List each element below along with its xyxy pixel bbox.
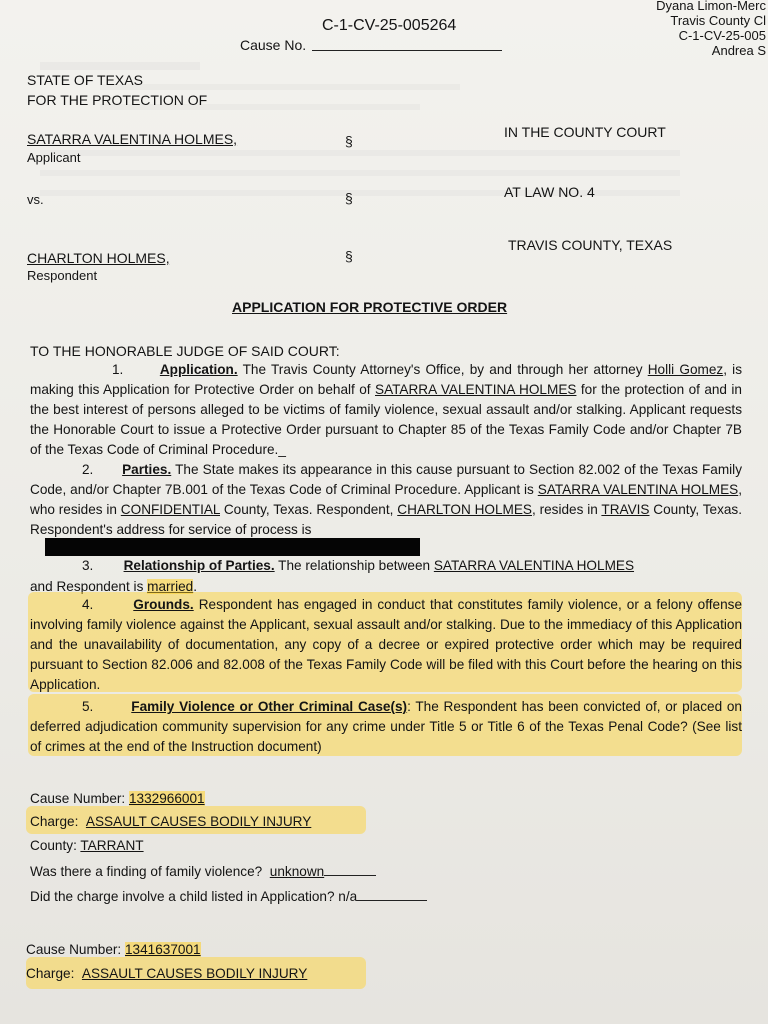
stamp-line-3: C-1-CV-25-005 [678,28,766,43]
caption-applicant-name: SATARRA VALENTINA HOLMES, [27,131,238,147]
caption-respondent-name: CHARLTON HOLMES, [27,250,170,266]
section-3-text-a: The relationship between [274,558,434,573]
court-line-2: AT LAW NO. 4 [504,184,595,200]
section-2-applicant-county: CONFIDENTIAL [120,502,220,517]
caption-applicant-role: Applicant [27,150,81,165]
case-1-charge [30,812,311,832]
section-5-text: : The Respondent has been convicted of, or placed on deferred adjudication community supervision for any crime under Title 5 or Title 6 of the Texas Penal Code? (See list of crimes at the end of the Instruction document) [30,699,742,754]
section-5-number: 5. [82,699,94,714]
section-1-heading: Application. [159,362,238,377]
case-2-charge [26,964,307,984]
case-2-charge-value: ASSAULT CAUSES BODILY INJURY [81,966,308,981]
cause-number-rule [312,50,502,51]
section-2-text-c: County, Texas. Respondent, [220,502,398,517]
section-1-text-a: The Travis County Attorney's Office, by and through her attorney [237,362,648,377]
case-2-charge-label: Charge: [26,966,79,981]
section-1-text-c: for the protection of and in the best interest of persons alleged to be victims of family violence, sexual assault and/or stalking. Applicant requests the Honorable Court to issue a Protective Order pursuant to Chapter 85 of the Texas Family Code and/or Chapter 7B of the Texas Code of Criminal Procedure._ [30,382,742,457]
section-3-applicant: SATARRA VALENTINA HOLMES [433,558,635,573]
caption-respondent-role: Respondent [27,268,98,283]
section-2-parties [30,460,742,540]
case-1-finding-question: Was there a finding of family violence? [30,864,266,879]
court-line-1: IN THE COUNTY COURT [504,124,666,140]
section-4-heading: Grounds. [133,597,194,612]
section-mark-1: § [345,133,353,149]
section-2-respondent: CHARLTON HOLMES [397,502,532,517]
case-1-county-value: TARRANT [80,838,144,853]
section-2-heading: Parties. [122,462,172,477]
stamp-line-4: Andrea S [711,43,766,58]
redacted-address [45,538,420,556]
section-2-applicant: SATARRA VALENTINA HOLMES [537,482,739,497]
case-1-county [30,836,144,856]
case-2-cause-label: Cause Number: [26,942,125,957]
case-2-cause-value: 1341637001 [124,942,201,957]
case-1-child-question: Did the charge involve a child listed in Application? n/a [30,889,358,904]
caption-protection: FOR THE PROTECTION OF [27,92,208,108]
case-1-finding-answer: unknown [269,864,325,879]
salutation: TO THE HONORABLE JUDGE OF SAID COURT: [30,343,340,359]
caption-state: STATE OF TEXAS [27,72,143,88]
case-1-charge-label: Charge: [30,814,83,829]
caption-vs: vs. [27,192,44,207]
section-1-application [30,360,742,460]
section-2-number: 2. [82,462,94,477]
stamp-line-2: Travis County Cl [670,13,766,28]
section-mark-3: § [345,248,353,264]
section-4-number: 4. [82,597,94,612]
section-3-relationship-value: married [147,579,194,594]
section-2-text-a: The State makes its appearance in this cause pursuant to Section 82.002 of the Texas Family Code, and/or Chapter 7B.001 of the Texas Code of Criminal Procedure. Applicant is [30,462,743,497]
case-1-charge-value: ASSAULT CAUSES BODILY INJURY [85,814,312,829]
section-2-text-d: , resides in [532,502,602,517]
case-1-finding-rule [324,875,376,876]
section-2-text-e: County, Texas. Respondent's address for service of process is [30,502,743,537]
court-line-3: TRAVIS COUNTY, TEXAS [508,237,673,253]
section-3-text-b: and Respondent is [30,579,148,594]
section-5-heading: Family Violence or Other Criminal Case(s) [131,699,408,714]
case-1-cause-label: Cause Number: [30,791,129,806]
section-2-respondent-county: TRAVIS [601,502,650,517]
section-1-applicant: SATARRA VALENTINA HOLMES [375,382,577,397]
cause-label: Cause No. [240,37,307,53]
section-3-relationship [82,556,634,576]
section-4-text: Respondent has engaged in conduct that constitutes family violence, or a felony offense involving family violence against the Applicant, sexual assault and/or stalking. Due to the immediacy of this Application and the unavailability of documentation, any copy of a decree or expired protective order which may be required pursuant to Section 82.006 and 82.008 of the Texas Family Code will be filed with this Court before the hearing on this Application. [30,597,743,692]
case-1-finding [30,862,376,882]
section-3-heading: Relationship of Parties. [123,558,275,573]
section-mark-2: § [345,190,353,206]
section-3-text-c: . [193,579,197,594]
case-1-cause-value: 1332966001 [128,791,205,806]
stamp-line-1: Dyana Limon-Merc [656,0,766,13]
case-1-child-rule [357,900,427,901]
clerk-stamp [656,0,766,58]
section-4-grounds [30,595,742,695]
section-3-number: 3. [82,558,94,573]
section-1-number: 1. [112,362,124,377]
section-2-text-b: , who resides in [30,482,742,517]
case-1-county-label: County: [30,838,81,853]
section-5-criminal-cases [30,697,742,757]
document-title: APPLICATION FOR PROTECTIVE ORDER [232,299,508,315]
cause-number: C-1-CV-25-005264 [322,17,457,34]
section-1-attorney: Holli Gomez [647,362,724,377]
case-1-child [30,887,427,907]
section-1-text-b: , is making this Application for Protective Order on behalf of [30,362,742,397]
